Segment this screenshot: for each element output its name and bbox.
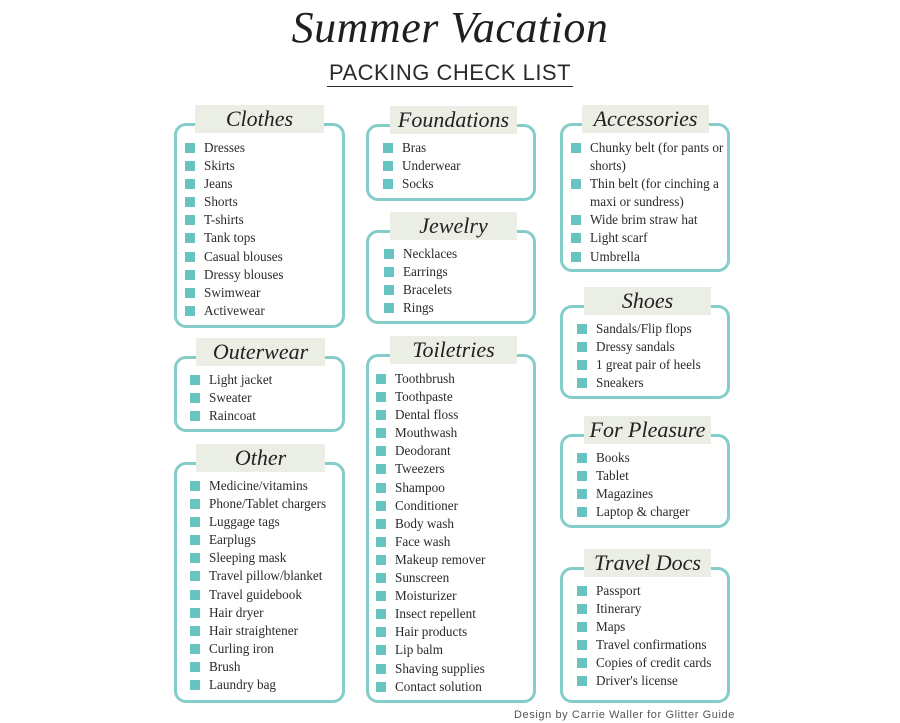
checklist-item-label: Laundry bag: [209, 677, 277, 693]
checklist-item[interactable]: [185, 284, 284, 302]
checkbox-icon[interactable]: [577, 622, 587, 632]
checkbox-icon[interactable]: [571, 143, 581, 153]
checklist-item[interactable]: [376, 497, 485, 515]
checkbox-icon[interactable]: [577, 586, 587, 596]
checklist-item[interactable]: [190, 407, 272, 425]
checklist-item[interactable]: [190, 477, 326, 495]
checkbox-icon[interactable]: [384, 285, 394, 295]
checkbox-icon[interactable]: [376, 392, 386, 402]
checkbox-icon[interactable]: [376, 464, 386, 474]
checkbox-icon[interactable]: [383, 161, 393, 171]
checkbox-icon[interactable]: [571, 252, 581, 262]
checklist-item[interactable]: [185, 193, 284, 211]
checkbox-icon[interactable]: [376, 428, 386, 438]
checkbox-icon[interactable]: [185, 179, 195, 189]
checklist-item-label: Sandals/Flip flops: [596, 321, 692, 336]
checklist-item-label: Necklaces: [403, 246, 458, 261]
checklist-item-label: maxi or sundress): [590, 194, 684, 210]
checklist-item[interactable]: [384, 263, 457, 281]
section-toiletries-title: Toiletries: [390, 336, 517, 364]
checklist-item[interactable]: [185, 175, 284, 193]
checklist-item-label: Passport: [596, 583, 641, 598]
checkbox-icon[interactable]: [185, 270, 195, 280]
checklist-item[interactable]: [376, 641, 485, 659]
checkbox-icon[interactable]: [577, 342, 587, 352]
checklist-item-label: Phone/Tablet chargers: [209, 496, 327, 512]
checklist-item-label: Raincoat: [209, 408, 256, 424]
checkbox-icon[interactable]: [190, 499, 200, 509]
checklist-item[interactable]: [571, 175, 723, 193]
checklist-item-label: Jeans: [204, 176, 233, 192]
checklist-item-label: Shampoo: [395, 479, 445, 495]
checklist-item[interactable]: [577, 338, 701, 356]
checklist-item-label: Laptop & charger: [596, 504, 690, 520]
section-foundations-list: [383, 139, 461, 193]
checklist-item-label: Contact solution: [395, 678, 482, 694]
section-shoes-title: Shoes: [584, 287, 711, 315]
checklist-item-label: Skirts: [204, 158, 235, 174]
checkbox-icon[interactable]: [376, 645, 386, 655]
checklist-item[interactable]: [571, 193, 723, 211]
checkbox-icon[interactable]: [577, 324, 587, 334]
checklist-item[interactable]: [376, 660, 485, 678]
section-clothes-list: [185, 139, 284, 320]
checklist-item-label: Itinerary: [596, 601, 642, 617]
checklist-item[interactable]: [577, 485, 690, 503]
checkbox-icon[interactable]: [190, 481, 200, 491]
checklist-item[interactable]: [190, 513, 326, 531]
section-toiletries-list: [376, 370, 485, 696]
checklist-item[interactable]: [383, 175, 461, 193]
checklist-item-label: Travel pillow/blanket: [209, 568, 323, 584]
checkbox-icon[interactable]: [185, 143, 195, 153]
checklist-item-label: 1 great pair of heels: [596, 357, 701, 373]
checklist-item[interactable]: [383, 139, 461, 157]
checklist-item[interactable]: [571, 248, 723, 266]
checklist-item-label: Wide brim straw hat: [590, 212, 698, 228]
checkbox-icon[interactable]: [376, 609, 386, 619]
checklist-item-label: Activewear: [204, 302, 265, 318]
checklist-item-label: T-shirts: [204, 212, 244, 228]
checkbox-icon[interactable]: [190, 553, 200, 563]
checklist-item[interactable]: [383, 157, 461, 175]
checkbox-icon[interactable]: [185, 306, 195, 316]
checkbox-icon[interactable]: [376, 555, 386, 565]
checkbox-icon[interactable]: [376, 682, 386, 692]
checklist-item[interactable]: [577, 582, 711, 600]
checklist-item[interactable]: [185, 211, 284, 229]
checkbox-icon[interactable]: [571, 233, 581, 243]
checkbox-icon[interactable]: [384, 249, 394, 259]
checklist-item[interactable]: [577, 320, 701, 338]
checklist-item[interactable]: [376, 533, 485, 551]
checklist-item-label: Sleeping mask: [209, 550, 287, 566]
checkbox-icon[interactable]: [185, 161, 195, 171]
checkbox-icon[interactable]: [376, 591, 386, 601]
checklist-item[interactable]: [190, 495, 326, 513]
checklist-item-label: Curling iron: [209, 640, 274, 656]
checklist-item-label: Toothbrush: [395, 371, 455, 386]
section-pleasure-title: For Pleasure: [584, 416, 711, 444]
checklist-item[interactable]: [577, 618, 711, 636]
checklist-item[interactable]: [376, 569, 485, 587]
checkbox-icon[interactable]: [190, 590, 200, 600]
checklist-item[interactable]: [577, 672, 711, 690]
checklist-item-label: Earplugs: [209, 532, 256, 548]
checklist-item[interactable]: [577, 449, 690, 467]
checklist-item-label: Magazines: [596, 486, 654, 502]
checklist-item-label: Conditioner: [395, 497, 459, 513]
section-accessories-title: Accessories: [582, 105, 709, 133]
checklist-item[interactable]: [384, 245, 457, 263]
checklist-item[interactable]: [376, 442, 485, 460]
checklist-item-label: Medicine/vitamins: [209, 478, 308, 493]
checklist-item[interactable]: [376, 460, 485, 478]
checklist-item-label: Light jacket: [209, 372, 273, 387]
checklist-item-label: Insect repellent: [395, 606, 476, 622]
checklist-item[interactable]: [190, 549, 326, 567]
checklist-item-label: Mouthwash: [395, 425, 458, 441]
checklist-item-label: Socks: [402, 176, 434, 192]
checklist-item-label: shorts): [590, 158, 626, 174]
checklist-item[interactable]: [185, 229, 284, 247]
checkbox-icon[interactable]: [190, 411, 200, 421]
checklist-item[interactable]: [190, 658, 326, 676]
checkbox-icon[interactable]: [376, 501, 386, 511]
checklist-item[interactable]: [376, 424, 485, 442]
checklist-item-label: Travel guidebook: [209, 586, 302, 602]
checklist-item[interactable]: [384, 299, 457, 317]
checklist-item[interactable]: [190, 676, 326, 694]
checklist-item-label: Hair dryer: [209, 604, 264, 620]
checklist-item[interactable]: [384, 281, 457, 299]
checklist-item[interactable]: [376, 515, 485, 533]
checklist-item-label: Driver's license: [596, 673, 678, 689]
checklist-item[interactable]: [190, 604, 326, 622]
checkbox-icon[interactable]: [190, 517, 200, 527]
checklist-item[interactable]: [577, 356, 701, 374]
checklist-item[interactable]: [185, 266, 284, 284]
section-jewelry-title: Jewelry: [390, 212, 517, 240]
checkbox-icon[interactable]: [376, 446, 386, 456]
checklist-item-label: Body wash: [395, 515, 454, 531]
checklist-item[interactable]: [376, 587, 485, 605]
checklist-item-label: Hair products: [395, 624, 468, 640]
checkbox-icon[interactable]: [190, 626, 200, 636]
checkbox-icon[interactable]: [577, 676, 587, 686]
checklist-item[interactable]: [577, 374, 701, 392]
checklist-item-label: Sweater: [209, 390, 252, 406]
checkbox-icon[interactable]: [577, 489, 587, 499]
checklist-item[interactable]: [190, 640, 326, 658]
checkbox-icon[interactable]: [577, 360, 587, 370]
checklist-item[interactable]: [376, 370, 485, 388]
section-outerwear-title: Outerwear: [196, 338, 325, 366]
checkbox-icon[interactable]: [376, 410, 386, 420]
checklist-item-label: Swimwear: [204, 284, 261, 300]
checklist-item[interactable]: [571, 157, 723, 175]
checklist-item[interactable]: [376, 388, 485, 406]
checklist-item[interactable]: [571, 139, 723, 157]
checkbox-icon[interactable]: [185, 252, 195, 262]
checklist-item-label: Moisturizer: [395, 588, 457, 604]
checkbox-icon[interactable]: [190, 680, 200, 690]
checklist-item[interactable]: [376, 678, 485, 696]
section-clothes-title: Clothes: [195, 105, 324, 133]
checklist-item-label: Tablet: [596, 468, 629, 484]
checklist-item-label: Sneakers: [596, 375, 644, 391]
checkbox-icon[interactable]: [571, 179, 581, 189]
section-outerwear-list: [190, 371, 272, 425]
checkbox-icon[interactable]: [376, 374, 386, 384]
checklist-item-label: Sunscreen: [395, 570, 450, 586]
section-other-list: [190, 477, 326, 694]
checkbox-icon[interactable]: [571, 215, 581, 225]
checklist-item[interactable]: [376, 623, 485, 641]
checklist-item-label: Chunky belt (for pants or: [590, 140, 724, 155]
checklist-item-label: Bracelets: [403, 282, 453, 298]
checkbox-icon[interactable]: [190, 571, 200, 581]
checkbox-icon[interactable]: [190, 375, 200, 385]
checklist-item-label: Face wash: [395, 533, 451, 549]
checklist-item-label: Maps: [596, 619, 626, 635]
checklist-item-label: Dressy sandals: [596, 339, 675, 355]
checklist-item-label: Books: [596, 450, 630, 465]
checkbox-icon[interactable]: [190, 535, 200, 545]
checklist-item-label: Thin belt (for cinching a: [590, 176, 719, 192]
checkbox-icon[interactable]: [376, 537, 386, 547]
checklist-item-label: Dresses: [204, 140, 246, 155]
section-docs-title: Travel Docs: [584, 549, 711, 577]
section-jewelry-list: [384, 245, 457, 317]
checklist-item-label: Tank tops: [204, 230, 256, 246]
checklist-item-label: Hair straightener: [209, 622, 298, 638]
checklist-item-label: Shaving supplies: [395, 660, 485, 676]
checklist-item[interactable]: [190, 567, 326, 585]
checklist-item-label: Makeup remover: [395, 551, 486, 567]
section-accessories-list: [571, 139, 723, 266]
checklist-item-label: Brush: [209, 658, 241, 674]
checkbox-icon[interactable]: [577, 507, 587, 517]
checklist-item-label: Tweezers: [395, 461, 445, 477]
checkbox-icon[interactable]: [383, 179, 393, 189]
section-other-title: Other: [196, 444, 325, 472]
page-title: Summer Vacation: [291, 3, 609, 52]
checklist-item-label: Travel confirmations: [596, 637, 707, 653]
section-shoes-list: [577, 320, 701, 392]
checklist-item-label: Underwear: [402, 158, 461, 174]
checklist-item[interactable]: [577, 467, 690, 485]
checkbox-icon[interactable]: [185, 288, 195, 298]
checkbox-icon[interactable]: [376, 483, 386, 493]
checklist-item-label: Light scarf: [590, 230, 648, 246]
checklist-item-label: Lip balm: [395, 642, 443, 658]
checklist-item-label: Dental floss: [395, 407, 459, 423]
checklist-item-label: Shorts: [204, 194, 238, 210]
section-docs-list: [577, 582, 711, 691]
checklist-item[interactable]: [190, 586, 326, 604]
checkbox-icon[interactable]: [577, 471, 587, 481]
checklist-item[interactable]: [185, 302, 284, 320]
checkbox-icon[interactable]: [185, 215, 195, 225]
checklist-item[interactable]: [190, 622, 326, 640]
checklist-item-label: Copies of credit cards: [596, 655, 712, 671]
checkbox-icon[interactable]: [384, 267, 394, 277]
checklist-item-label: Luggage tags: [209, 514, 280, 530]
section-pleasure-list: [577, 449, 690, 521]
checkbox-icon[interactable]: [577, 640, 587, 650]
checkbox-icon[interactable]: [577, 378, 587, 388]
checklist-item[interactable]: [376, 406, 485, 424]
checkbox-icon[interactable]: [384, 303, 394, 313]
checklist-item-label: Toothpaste: [395, 389, 453, 405]
checkbox-icon[interactable]: [190, 393, 200, 403]
checklist-item[interactable]: [185, 248, 284, 266]
checklist-item[interactable]: [571, 211, 723, 229]
checklist-item[interactable]: [185, 157, 284, 175]
checklist-item[interactable]: [376, 479, 485, 497]
checklist-item-label: Dressy blouses: [204, 266, 284, 282]
checklist-item-label: Bras: [402, 140, 427, 155]
checklist-item[interactable]: [577, 600, 711, 618]
checkbox-icon[interactable]: [185, 197, 195, 207]
checkbox-icon[interactable]: [376, 627, 386, 637]
checkbox-icon[interactable]: [376, 664, 386, 674]
checklist-item[interactable]: [190, 389, 272, 407]
checklist-item-label: Casual blouses: [204, 248, 283, 264]
checklist-item-label: Umbrella: [590, 248, 640, 264]
checkbox-icon[interactable]: [190, 608, 200, 618]
checklist-item[interactable]: [185, 139, 284, 157]
page-subtitle: [0, 60, 900, 86]
checklist-item[interactable]: [577, 503, 690, 521]
checklist-item[interactable]: [571, 229, 723, 247]
checklist-item[interactable]: [376, 605, 485, 623]
checkbox-icon[interactable]: [185, 233, 195, 243]
checkbox-icon[interactable]: [577, 604, 587, 614]
checklist-item[interactable]: [577, 654, 711, 672]
section-foundations-title: Foundations: [390, 106, 517, 134]
checkbox-icon[interactable]: [376, 519, 386, 529]
checkbox-icon[interactable]: [577, 453, 587, 463]
checkbox-icon[interactable]: [577, 658, 587, 668]
checklist-item-label: Earrings: [403, 264, 448, 280]
checklist-item[interactable]: [190, 531, 326, 549]
checklist-item[interactable]: [190, 371, 272, 389]
page-subtitle-text: PACKING CHECK LIST: [328, 60, 572, 85]
checklist-item[interactable]: [376, 551, 485, 569]
checkbox-icon[interactable]: [376, 573, 386, 583]
checklist-item-label: Deodorant: [395, 443, 451, 459]
checklist-item-label: Rings: [403, 300, 434, 316]
checkbox-icon[interactable]: [190, 662, 200, 672]
checklist-item[interactable]: [577, 636, 711, 654]
checkbox-icon[interactable]: [190, 644, 200, 654]
design-credit: Design by Carrie Waller for Glitter Guide: [513, 709, 735, 721]
checkbox-icon[interactable]: [383, 143, 393, 153]
